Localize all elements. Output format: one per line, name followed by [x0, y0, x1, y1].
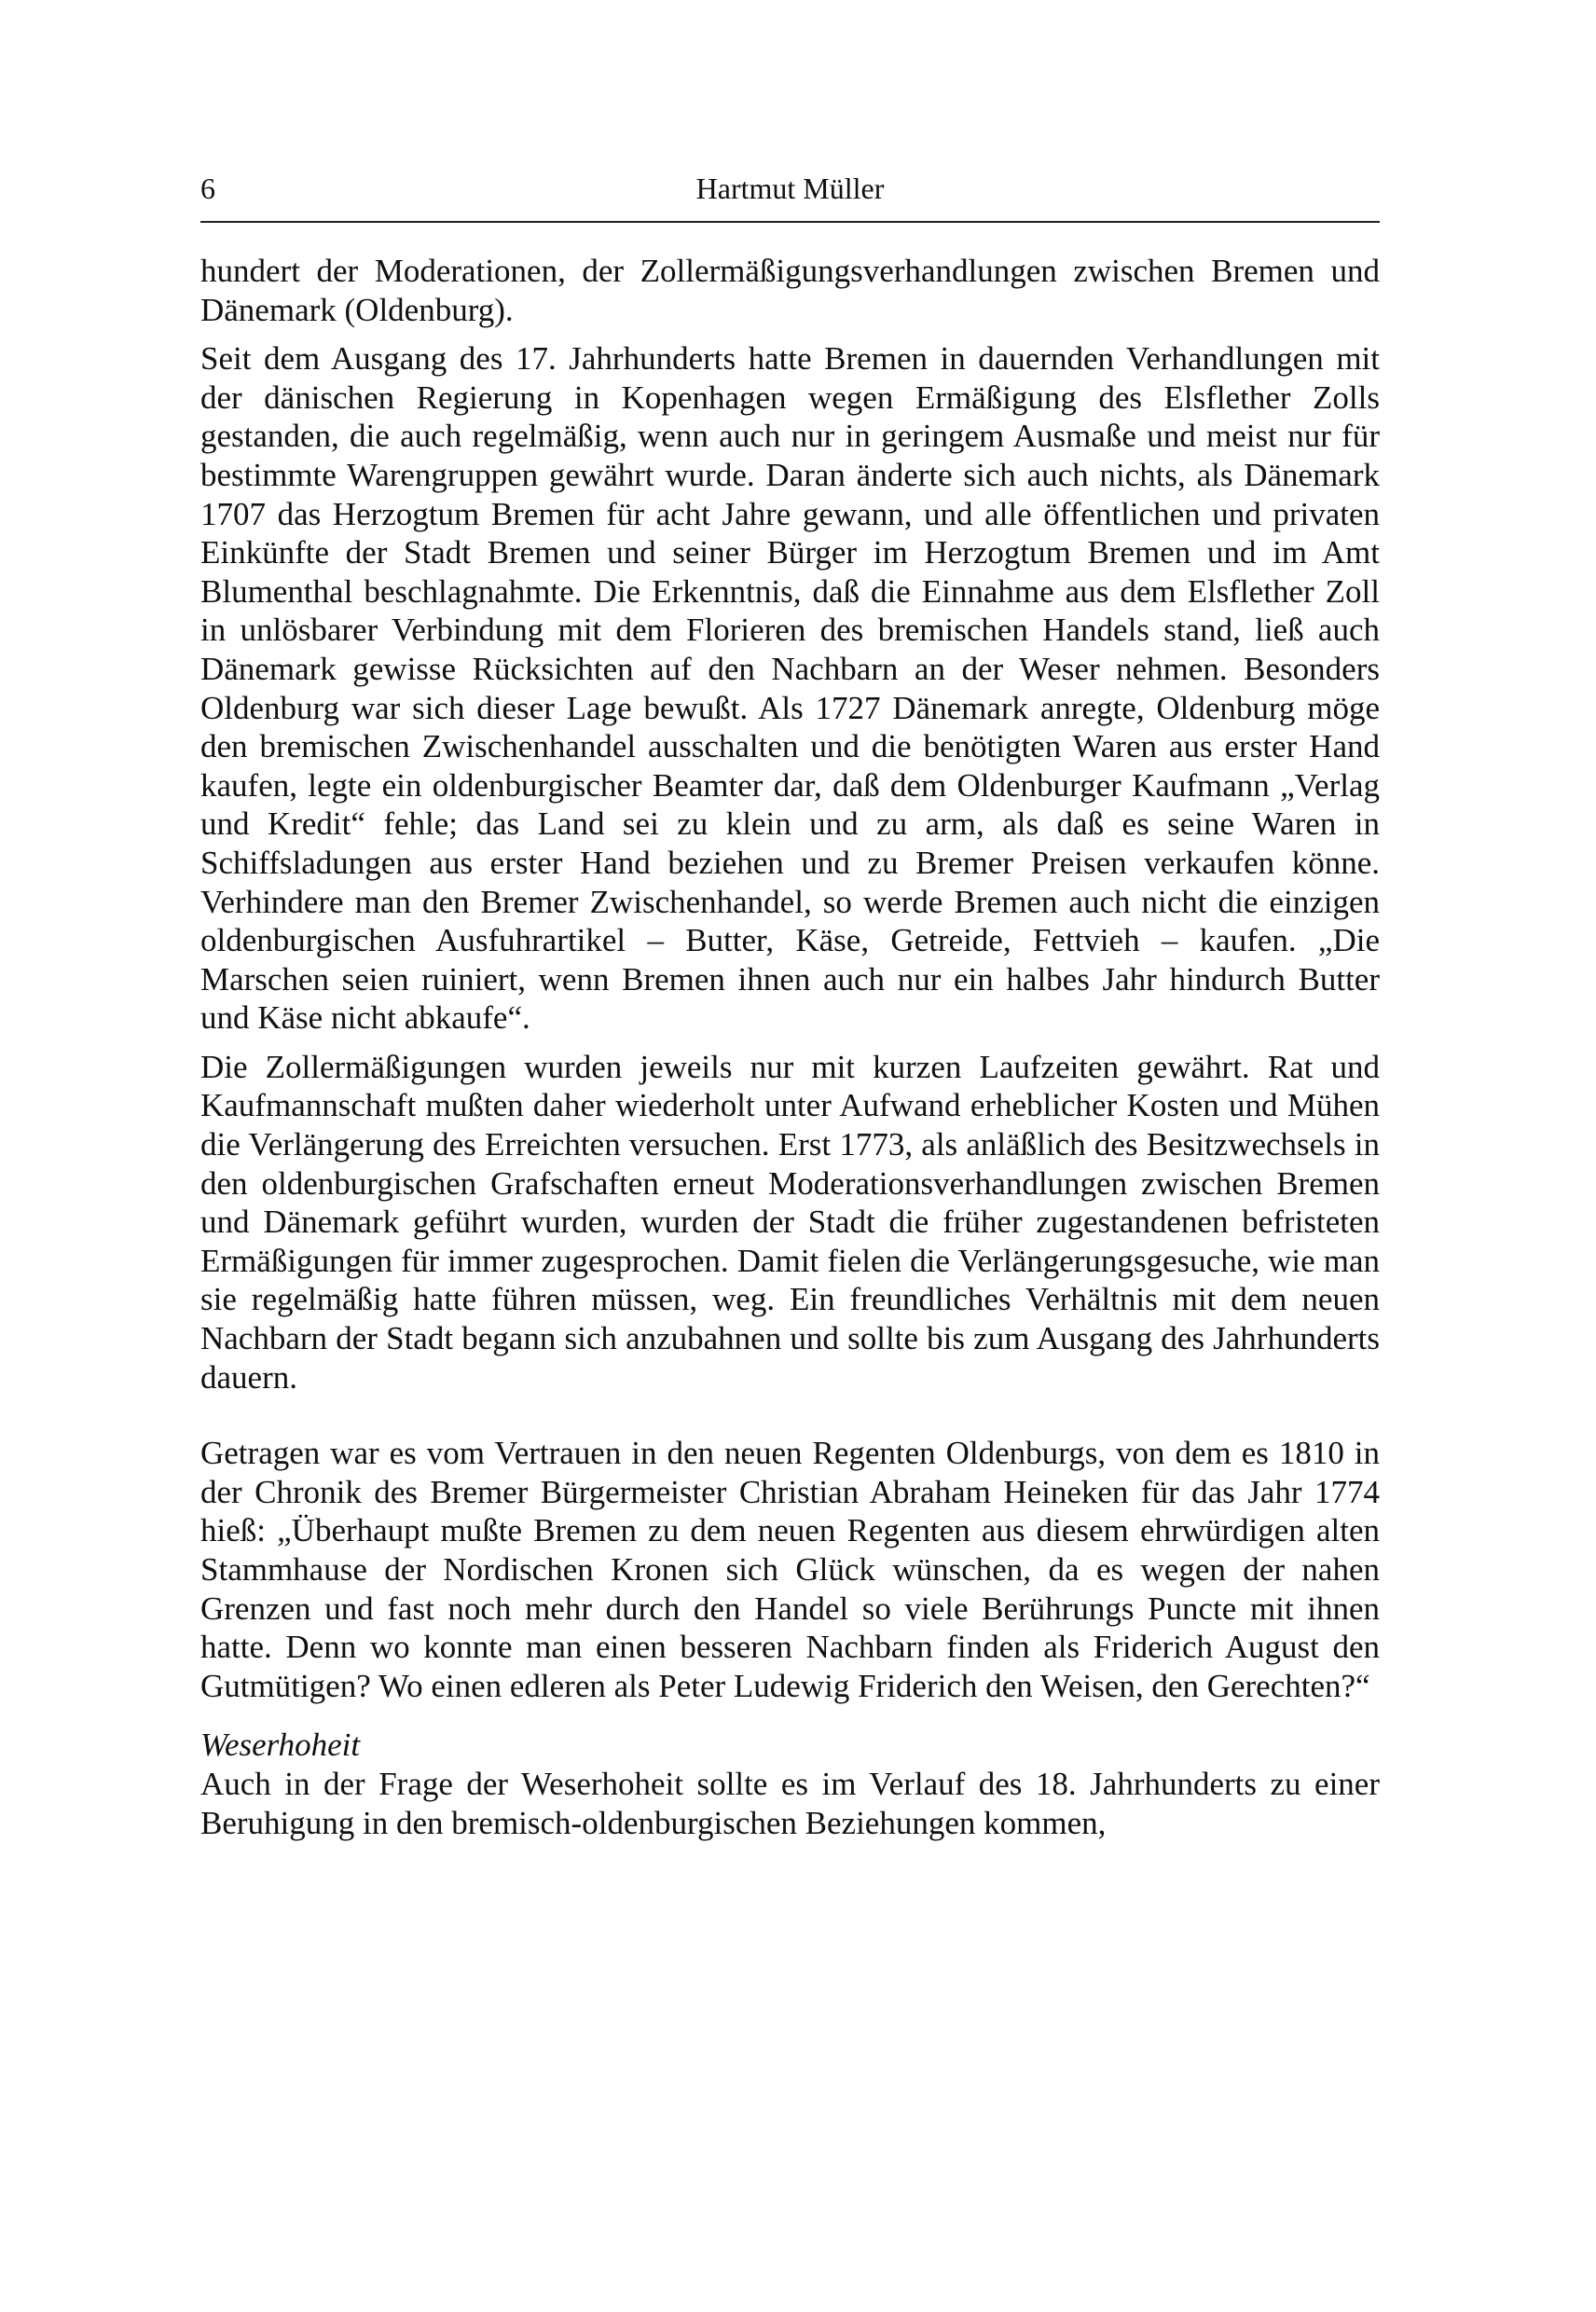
running-title: Hartmut Müller — [695, 172, 885, 205]
section-subheading: Weserhoheit — [200, 1727, 361, 1764]
page-number: 6 — [200, 172, 215, 205]
paragraph: Seit dem Ausgang des 17. Jahrhunderts hatte Bremen in dauernden Verhandlungen mit der dänischen Regierung in Kopenhagen wegen Ermäßigung des Elsflether Zolls gestanden, die auch regelmäßig, wenn auch nur in geringem Ausmaße und meist nur für bestimmte Warengruppen gewährt wurde. Daran änderte sich auch nichts, als Dänemark 1707 das Herzogtum Bremen für acht Jahre gewann, und alle öffentlichen und privaten Einkünfte der Stadt Bremen und seiner Bürger im Herzogtum Bremen und im Amt Blumenthal beschlagnahmte. Die Erkenntnis, daß die Einnahme aus dem Elsflether Zoll in unlösbarer Verbindung mit dem Florieren des bremischen Handels stand, ließ auch Dänemark gewisse Rücksichten auf den Nachbarn an der Weser nehmen. Besonders Oldenburg war sich dieser Lage bewußt. Als 1727 Dänemark anregte, Oldenburg möge den bremischen Zwischenhandel ausschalten und die benötigten Waren aus erster Hand kaufen, legte ein oldenburgischer Beamter dar, daß dem Oldenburger Kaufmann „Verlag und Kredit“ fehle; das Land sei zu klein und zu arm, als daß es seine Waren in Schiffsladungen aus erster Hand beziehen und zu Bremer Preisen verkaufen könne. Verhindere man den Bremer Zwischenhandel, so werde Bremen auch nicht die einzigen oldenburgischen Ausfuhrartikel – Butter, Käse, Getreide, Fettvieh – kaufen. „Die Marschen seien ruiniert, wenn Bremen ihnen auch nur ein halbes Jahr hindurch Butter und Käse nicht abkaufe“. — [200, 340, 1380, 1037]
page-header — [200, 170, 1380, 207]
paragraph: Auch in der Frage der Weserhoheit sollte es im Verlauf des 18. Jahrhunderts zu einer Beruhigung in den bremisch-oldenburgischen Beziehungen kommen, — [200, 1765, 1380, 1841]
paragraph: Die Zollermäßigungen wurden jeweils nur mit kurzen Laufzeiten gewährt. Rat und Kaufmannschaft mußten daher wiederholt unter Aufwand erheblicher Kosten und Mühen die Verlängerung des Erreichten versuchen. Erst 1773, als anläßlich des Besitzwechsels in den oldenburgischen Grafschaften erneut Moderationsverhandlungen zwischen Bremen und Dänemark geführt wurden, wurden der Stadt die früher zugestandenen befristeten Ermäßigungen für immer zugesprochen. Damit fielen die Verlängerungsgesuche, wie man sie regelmäßig hatte führen müssen, weg. Ein freundliches Verhältnis mit dem neuen Nachbarn der Stadt begann sich anzubahnen und sollte bis zum Ausgang des Jahrhunderts dauern. — [200, 1048, 1380, 1396]
header-divider — [200, 221, 1380, 223]
paragraph: hundert der Moderationen, der Zollermäßigungsverhandlungen zwischen Bremen und Dänemark (Oldenburg). — [200, 253, 1380, 328]
paragraph: Getragen war es vom Vertrauen in den neuen Regenten Oldenburgs, von dem es 1810 in der Chronik des Bremer Bürgermeister Christian Abraham Heineken für das Jahr 1774 hieß: „Überhaupt mußte Bremen zu dem neuen Regenten aus diesem ehrwürdigen alten Stammhause der Nordischen Kronen sich Glück wünschen, da es wegen der nahen Grenzen und fast noch mehr durch den Handel so viele Berührungs Puncte mit ihnen hatte. Denn wo konnte man einen besseren Nachbarn finden als Friderich August den Gutmütigen? Wo einen edleren als Peter Ludewig Friderich den Weisen, den Gerechten?“ — [200, 1435, 1380, 1704]
body-text — [200, 252, 1380, 1842]
